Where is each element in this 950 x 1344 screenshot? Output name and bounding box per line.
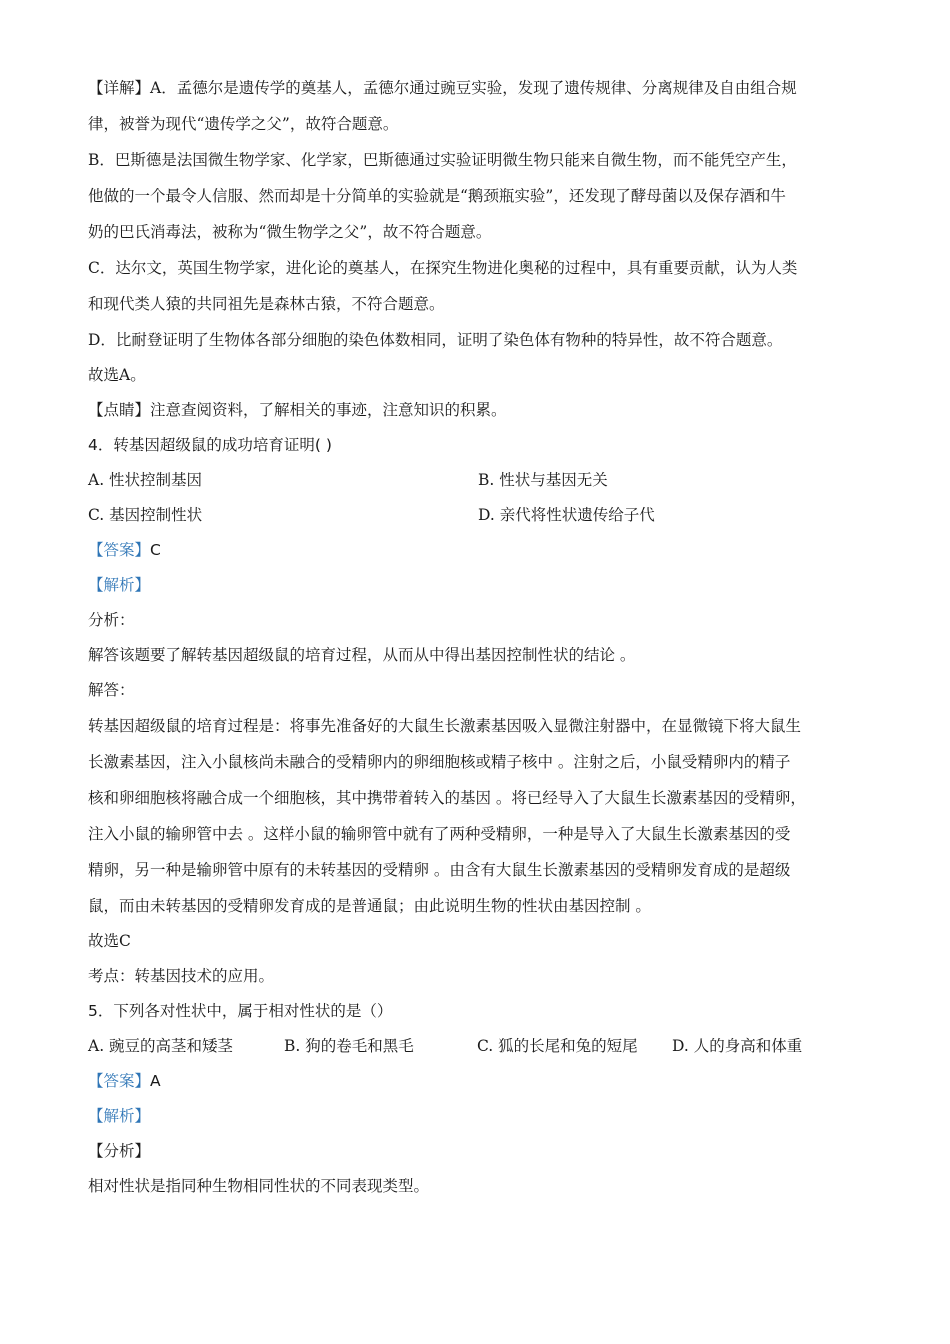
detail-c-line2: 和现代类人猿的共同祖先是森林古猿，不符合题意。 [88,295,445,313]
detail-label: 【详解】 [88,79,151,97]
detail-tip: 【点睛】注意查阅资料，了解相关的事迹，注意知识的积累。 [88,401,507,419]
q4-solution-line: 鼠，而由未转基因的受精卵发育成的是普通鼠；由此说明生物的性状由基因控制 。 [88,897,651,915]
detail-a-line1: 【详解】A．孟德尔是遗传学的奠基人，孟德尔通过豌豆实验，发现了遗传规律、分离规律及自由组合规 [88,79,797,97]
q5-question: 5．下列各对性状中，属于相对性状的是（） [88,1002,393,1020]
q5-analysis-sub: 【分析】 [88,1142,151,1160]
q4-analysis-text: 解答该题要了解转基因超级鼠的培育过程，从而从中得出基因控制性状的结论 。 [88,646,636,664]
detail-d-line1: D．比耐登证明了生物体各部分细胞的染色体数相同，证明了染色体有物种的特异性，故不符合题意。 [88,331,783,349]
q5-answer-label: 【答案】 [88,1072,151,1090]
tip-label: 【点睛】 [88,401,151,419]
detail-b-line2: 他做的一个最令人信服、然而却是十分简单的实验就是“鹅颈瓶实验”，还发现了酵母菌以及保存酒和牛 [88,187,786,205]
q5-option-a: A. 豌豆的高茎和矮茎 [88,1037,234,1055]
q5-analysis-text: 相对性状是指同种生物相同性状的不同表现类型。 [88,1177,430,1195]
q4-answer-label: 【答案】 [88,541,151,559]
q5-analysis-label: 【解析】 [88,1107,151,1125]
q4-options-row2 [88,498,868,533]
q4-point: 考点：转基因技术的应用。 [88,967,275,985]
q5-options [88,1029,868,1064]
detail-choose: 故选A。 [88,366,146,384]
q4-analysis-head: 分析： [88,611,135,629]
q4-choose: 故选C [88,932,131,950]
q4-solution-line: 核和卵细胞核将融合成一个细胞核，其中携带着转入的基因 。将已经导入了大鼠生长激素基因的受精卵， [88,789,806,807]
detail-a-line2: 律，被誉为现代“遗传学之父”，故符合题意。 [88,115,399,133]
q4-solution-line: 精卵，另一种是输卵管中原有的未转基因的受精卵 。由含有大鼠生长激素基因的受精卵发育成的是超级 [88,861,791,879]
q4-option-a: A. 性状控制基因 [88,471,203,489]
detail-c-line1: C．达尔文，英国生物学家，进化论的奠基人，在探究生物进化奥秘的过程中，具有重要贡献，认为人类 [88,259,798,277]
q4-answer: 【答案】C [88,541,161,559]
q4-analysis-label: 【解析】 [88,576,151,594]
q4-solution-line: 转基因超级鼠的培育过程是：将事先准备好的大鼠生长激素基因吸入显微注射器中，在显微镜下将大鼠生 [88,717,802,735]
q4-solution-line: 注入小鼠的输卵管中去 。这样小鼠的输卵管中就有了两种受精卵，一种是导入了大鼠生长激素基因的受 [88,825,791,843]
q4-options-row1 [88,463,868,498]
q4-option-c: C. 基因控制性状 [88,506,203,524]
q5-option-d: D. 人的身高和体重 [672,1037,803,1055]
document-page [88,70,868,1204]
q5-option-c: C. 狐的长尾和兔的短尾 [477,1037,638,1055]
q4-question: 4．转基因超级鼠的成功培育证明( ) [88,436,332,454]
q4-option-b: B. 性状与基因无关 [478,471,608,489]
detail-b-line1: B．巴斯德是法国微生物学家、化学家，巴斯德通过实验证明微生物只能来自微生物，而不能凭空产生， [88,151,797,169]
q5-answer: 【答案】A [88,1072,161,1090]
q4-option-d: D. 亲代将性状遗传给子代 [478,506,655,524]
q5-option-b: B. 狗的卷毛和黑毛 [284,1037,414,1055]
q4-solution-head: 解答： [88,681,135,699]
q4-solution-line: 长激素基因，注入小鼠核尚未融合的受精卵内的卵细胞核或精子核中 。注射之后，小鼠受精卵内的精子 [88,753,791,771]
detail-b-line3: 奶的巴氏消毒法，被称为“微生物学之父”，故不符合题意。 [88,223,492,241]
